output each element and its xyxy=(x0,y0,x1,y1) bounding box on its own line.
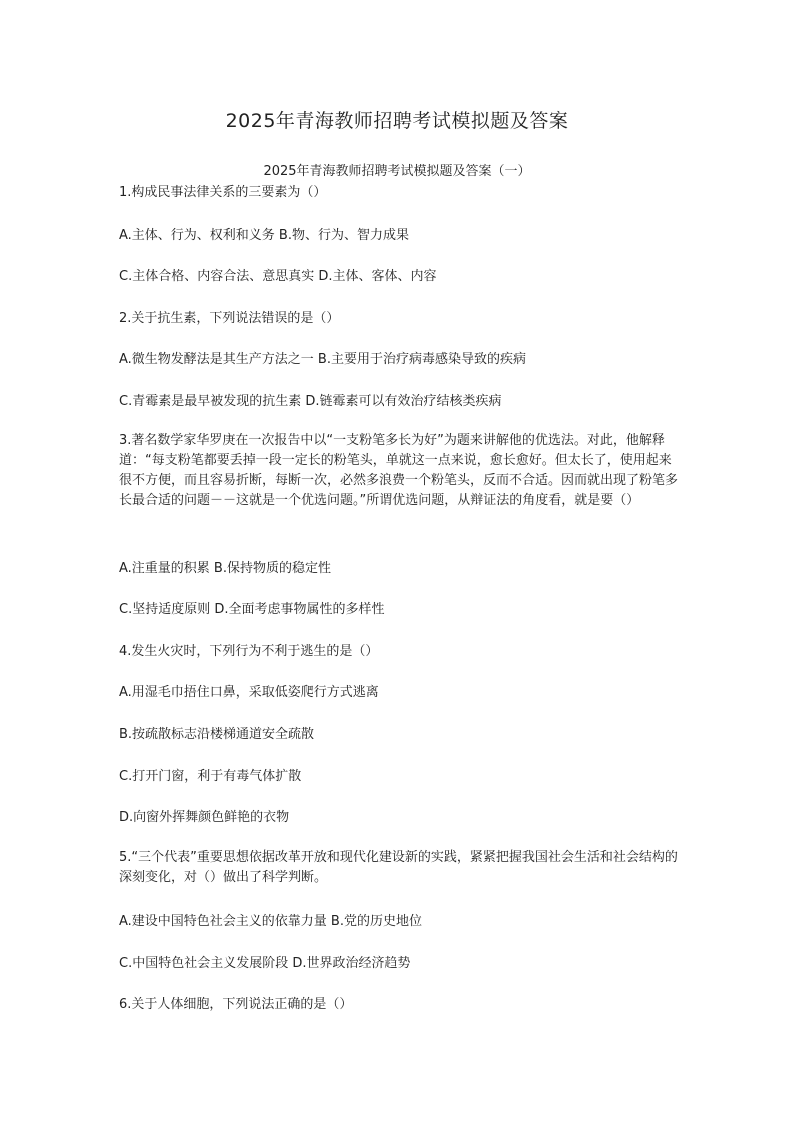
question-3-options-ab: A.注重量的积累 B.保持物质的稳定性 xyxy=(119,561,331,576)
question-5-options-cd: C.中国特色社会主义发展阶段 D.世界政治经济趋势 xyxy=(119,956,411,971)
question-4-option-c: C.打开门窗，利于有毒气体扩散 xyxy=(119,769,302,784)
question-6-stem: 6.关于人体细胞，下列说法正确的是（） xyxy=(119,997,353,1012)
question-3-stem: 3.著名数学家华罗庚在一次报告中以“一支粉笔多长为好”为题来讲解他的优选法。对此，他解释道：“每支粉笔都要丢掉一段一定长的粉笔头，单就这一点来说，愈长愈好。但太长了，使用起来很不方便，而且容易折断，每断一次，必然多浪费一个粉笔头，反而不合适。因而就出现了粉笔多长最合适的问题－－这就是一个优选问题。”所谓优选问题，从辩证法的角度看，就是要（） xyxy=(119,433,679,508)
question-3-options-cd: C.坚持适度原则 D.全面考虑事物属性的多样性 xyxy=(119,602,385,617)
question-5-stem: 5.“三个代表”重要思想依据改革开放和现代化建设新的实践，紧紧把握我国社会生活和社会结构的深刻变化，对（）做出了科学判断。 xyxy=(119,850,678,885)
question-1-options-ab: A.主体、行为、权利和义务 B.物、行为、智力成果 xyxy=(119,228,409,243)
question-4-option-d: D.向窗外挥舞颜色鲜艳的衣物 xyxy=(119,810,290,825)
question-1-stem: 1.构成民事法律关系的三要素为（） xyxy=(119,185,327,200)
question-5-options-ab: A.建设中国特色社会主义的依靠力量 B.党的历史地位 xyxy=(119,914,422,929)
document-title: 2025年青海教师招聘考试模拟题及答案 xyxy=(225,110,569,132)
question-4-option-b: B.按疏散标志沿楼梯通道安全疏散 xyxy=(119,727,315,742)
question-1-options-cd: C.主体合格、内容合法、意思真实 D.主体、客体、内容 xyxy=(119,269,437,284)
question-4-option-a: A.用湿毛巾捂住口鼻，采取低姿爬行方式逃离 xyxy=(119,685,379,700)
document-subtitle: 2025年青海教师招聘考试模拟题及答案（一） xyxy=(263,164,531,179)
question-2-options-cd: C.青霉素是最早被发现的抗生素 D.链霉素可以有效治疗结核类疾病 xyxy=(119,394,502,409)
question-2-options-ab: A.微生物发酵法是其生产方法之一 B.主要用于治疗病毒感染导致的疾病 xyxy=(119,352,526,367)
question-2-stem: 2.关于抗生素，下列说法错误的是（） xyxy=(119,311,340,326)
question-4-stem: 4.发生火灾时，下列行为不利于逃生的是（） xyxy=(119,644,379,659)
